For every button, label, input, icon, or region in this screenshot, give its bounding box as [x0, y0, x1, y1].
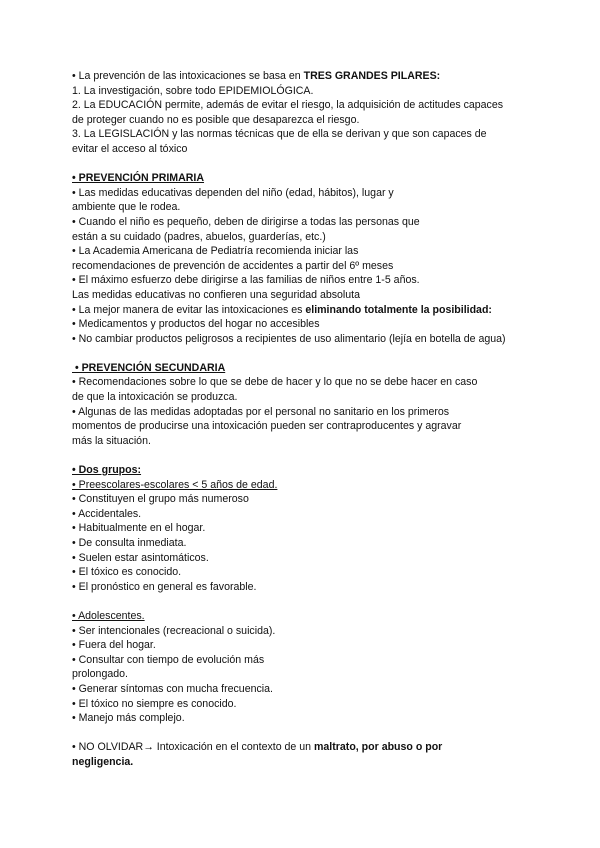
nota-line [72, 740, 542, 755]
primaria-line: • Las medidas educativas dependen del niño (edad, hábitos), lugar y [72, 186, 394, 199]
preescolares-item: • El tóxico es conocido. [72, 566, 182, 579]
preescolares-item: • Suelen estar asintomáticos. [72, 551, 209, 564]
primaria-line: • El máximo esfuerzo debe dirigirse a las familias de niños entre 1-5 años. [72, 274, 420, 287]
secundaria-line: más la situación. [72, 434, 151, 447]
adolescentes-heading: • Adolescentes. [72, 609, 145, 622]
primaria-last-bold: eliminando totalmente la posibilidad: [305, 303, 492, 316]
primaria-last-text: • La mejor manera de evitar las intoxicaciones es [72, 303, 306, 316]
nota-line-2 [72, 755, 542, 770]
primaria-sub: • Medicamentos y productos del hogar no accesibles [72, 318, 320, 331]
secundaria-heading: • PREVENCIÓN SECUNDARIA [72, 361, 226, 374]
preescolares-item: • Constituyen el grupo más numeroso [72, 493, 249, 506]
preescolares-heading: • Preescolares-escolares < 5 años de edad. [72, 478, 278, 491]
pillar-2-b: de proteger cuando no es posible que desaparezca el riesgo. [72, 113, 360, 126]
nota-text: • NO OLVIDAR→ Intoxicación en el contexto de un [72, 741, 314, 754]
intro-bold: TRES GRANDES PILARES: [303, 70, 441, 82]
pillar-3-a: 3. La LEGISLACIÓN y las normas técnicas que de ella se derivan y que son capaces de [72, 128, 487, 141]
preescolares-item: • El pronóstico en general es favorable. [72, 580, 257, 593]
pillar-3-b: evitar el acceso al tóxico [72, 142, 188, 155]
adolescentes-item: • El tóxico no siempre es conocido. [72, 697, 237, 710]
grupos-heading: • Dos grupos: [72, 464, 142, 477]
secundaria-line: • Algunas de las medidas adoptadas por el personal no sanitario en los primeros [72, 405, 450, 418]
secundaria-line: de que la intoxicación se produzca. [72, 391, 238, 404]
adolescentes-item: • Generar síntomas con mucha frecuencia. [72, 682, 273, 695]
secundaria-line: • Recomendaciones sobre lo que se debe de hacer y lo que no se debe hacer en caso [72, 376, 478, 389]
primaria-last [72, 303, 542, 318]
primaria-line: están a su cuidado (padres, abuelos, guarderías, etc.) [72, 230, 326, 243]
nota-bold: maltrato, por abuso o por [314, 741, 443, 754]
pillar-1: 1. La investigación, sobre todo EPIDEMIOLÓGICA. [72, 84, 314, 97]
preescolares-item: • Accidentales. [72, 507, 142, 520]
primaria-sub: • No cambiar productos peligrosos a recipientes de uso alimentario (lejía en botella de agua) [72, 332, 506, 345]
nota-bold-2: negligencia. [72, 755, 134, 768]
primaria-line: • La Academia Americana de Pediatría recomienda iniciar las [72, 245, 359, 258]
preescolares-item: • Habitualmente en el hogar. [72, 522, 206, 535]
secundaria-line: momentos de producirse una intoxicación pueden ser contraproducentes y agravar [72, 420, 462, 433]
primaria-heading: • PREVENCIÓN PRIMARIA [72, 172, 205, 185]
preescolares-item: • De consulta inmediata. [72, 537, 187, 549]
adolescentes-item: prolongado. [72, 668, 128, 681]
adolescentes-item: • Manejo más complejo. [72, 712, 185, 725]
intro-line [72, 69, 542, 84]
pillar-2-a: 2. La EDUCACIÓN permite, además de evitar el riesgo, la adquisición de actitudes capaces [72, 99, 504, 112]
adolescentes-item: • Consultar con tiempo de evolución más [72, 653, 265, 666]
primaria-line: Las medidas educativas no confieren una seguridad absoluta [72, 288, 360, 301]
adolescentes-item: • Ser intencionales (recreacional o suicida). [72, 624, 276, 637]
primaria-line: recomendaciones de prevención de accidentes a partir del 6º meses [72, 259, 394, 272]
document-page [72, 69, 542, 770]
primaria-line: • Cuando el niño es pequeño, deben de dirigirse a todas las personas que [72, 215, 420, 228]
adolescentes-item: • Fuera del hogar. [72, 639, 156, 652]
intro-text: • La prevención de las intoxicaciones se basa en [72, 70, 304, 82]
primaria-line: ambiente que le rodea. [72, 201, 181, 214]
